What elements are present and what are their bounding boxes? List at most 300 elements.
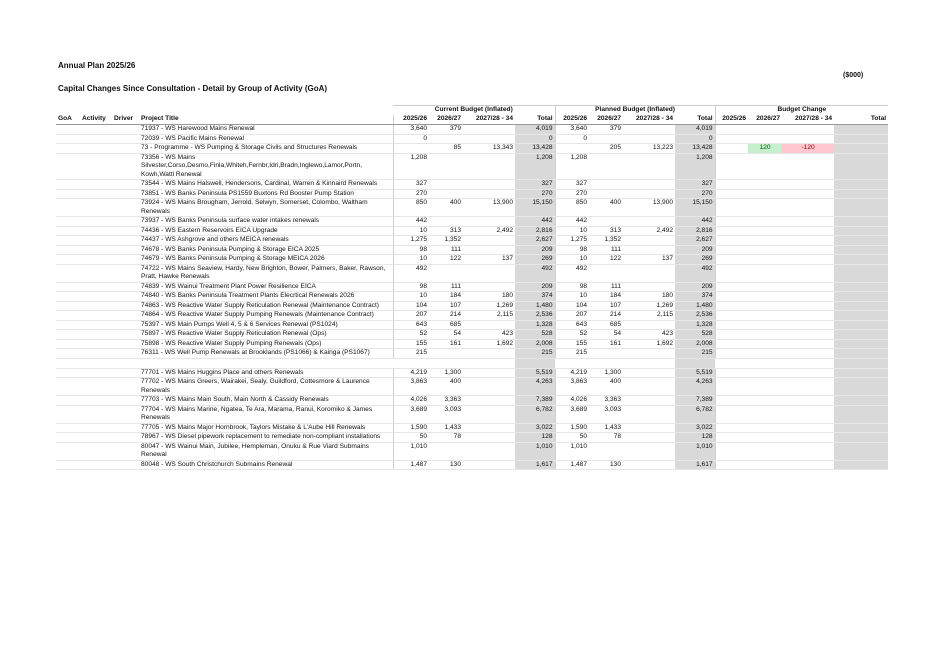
current-total-cell: 4,263 bbox=[515, 378, 555, 396]
planned-y3-cell bbox=[623, 180, 675, 190]
planned-y1-cell: 207 bbox=[555, 311, 589, 321]
planned-y2-cell: 1,433 bbox=[589, 423, 623, 433]
project-title-cell: 75898 - WS Reactive Water Supply Pumping Renewals (Ops) bbox=[139, 339, 393, 349]
activity-cell bbox=[80, 311, 112, 321]
activity-cell bbox=[80, 330, 112, 340]
current-y1-cell: 327 bbox=[393, 180, 429, 190]
change-total-cell bbox=[834, 311, 888, 321]
goa-cell bbox=[56, 125, 80, 135]
current-total-cell: 1,480 bbox=[515, 301, 555, 311]
current-y1-cell: 4,219 bbox=[393, 368, 429, 378]
change-total-cell bbox=[834, 349, 888, 359]
planned-total-cell: 215 bbox=[675, 349, 715, 359]
change-y3-cell bbox=[782, 282, 834, 292]
planned-y3-cell bbox=[623, 189, 675, 199]
current-y3-cell bbox=[463, 368, 515, 378]
current-y3-cell bbox=[463, 423, 515, 433]
planned-y1-cell: 52 bbox=[555, 330, 589, 340]
goa-cell bbox=[56, 264, 80, 282]
change-total-cell bbox=[834, 460, 888, 470]
current-total-cell: 270 bbox=[515, 189, 555, 199]
current-total-cell: 215 bbox=[515, 349, 555, 359]
activity-cell bbox=[80, 255, 112, 265]
project-title-cell: 72039 - WS Pacific Mains Renewal bbox=[139, 134, 393, 144]
current-y1-cell: 3,863 bbox=[393, 378, 429, 396]
change-y3-cell bbox=[782, 180, 834, 190]
current-y2-cell bbox=[429, 217, 463, 227]
change-y3-cell bbox=[782, 226, 834, 236]
change-y2-cell bbox=[748, 153, 782, 180]
change-y3-cell bbox=[782, 199, 834, 217]
current-y2-cell: 1,300 bbox=[429, 368, 463, 378]
planned-y3-cell: 13,223 bbox=[623, 144, 675, 154]
change-y2-cell bbox=[748, 264, 782, 282]
change-y3-cell bbox=[782, 255, 834, 265]
current-y2-cell bbox=[429, 153, 463, 180]
change-y2-cell bbox=[748, 378, 782, 396]
driver-cell bbox=[112, 433, 139, 443]
change-total-cell bbox=[834, 301, 888, 311]
planned-y3-cell bbox=[623, 245, 675, 255]
driver-cell bbox=[112, 282, 139, 292]
current-y1-cell: 10 bbox=[393, 255, 429, 265]
goa-cell bbox=[56, 368, 80, 378]
table-row bbox=[56, 292, 888, 302]
col-planned-y2: 2026/27 bbox=[589, 115, 623, 125]
table-row bbox=[56, 396, 888, 406]
goa-cell bbox=[56, 301, 80, 311]
project-title-cell: 74679 - WS Banks Peninsula Pumping & Storage MEICA 2026 bbox=[139, 255, 393, 265]
current-y1-cell: 1,275 bbox=[393, 236, 429, 246]
driver-cell bbox=[112, 368, 139, 378]
project-title-cell: 74839 - WS Wainui Treatment Plant Power Resilience EICA bbox=[139, 282, 393, 292]
planned-y3-cell bbox=[623, 433, 675, 443]
change-y3-cell bbox=[782, 311, 834, 321]
change-y2-cell bbox=[748, 320, 782, 330]
change-y2-cell bbox=[748, 311, 782, 321]
current-total-cell: 1,208 bbox=[515, 153, 555, 180]
activity-cell bbox=[80, 153, 112, 180]
planned-y2-cell: 685 bbox=[589, 320, 623, 330]
current-total-cell: 528 bbox=[515, 330, 555, 340]
change-y1-cell bbox=[715, 368, 748, 378]
planned-y2-cell: 3,363 bbox=[589, 396, 623, 406]
activity-cell bbox=[80, 180, 112, 190]
project-title-cell: 76311 - WS Well Pump Renewals at Brooklands (PS1066) & Kainga (PS1067) bbox=[139, 349, 393, 359]
goa-cell bbox=[56, 405, 80, 423]
current-y2-cell: 214 bbox=[429, 311, 463, 321]
goa-cell bbox=[56, 320, 80, 330]
planned-y3-cell bbox=[623, 134, 675, 144]
change-y1-cell bbox=[715, 301, 748, 311]
change-y1-cell bbox=[715, 460, 748, 470]
current-y1-cell: 50 bbox=[393, 433, 429, 443]
project-title-cell: 73356 - WS Mains Silvester,Corso,Desmo,Finla,Whiteh,Fernbr,Idri,Bradn,Inglewo,Lamor,Portn, Kowh,Wattl Renewal bbox=[139, 153, 393, 180]
change-total-cell bbox=[834, 282, 888, 292]
planned-total-cell: 4,019 bbox=[675, 125, 715, 135]
planned-total-cell: 492 bbox=[675, 264, 715, 282]
current-total-cell: 0 bbox=[515, 134, 555, 144]
table-row bbox=[56, 245, 888, 255]
planned-y2-cell bbox=[589, 180, 623, 190]
planned-total-cell: 0 bbox=[675, 134, 715, 144]
planned-total-cell: 1,617 bbox=[675, 460, 715, 470]
current-y1-cell: 3,689 bbox=[393, 405, 429, 423]
activity-cell bbox=[80, 368, 112, 378]
change-y3-cell bbox=[782, 217, 834, 227]
spacer-row bbox=[56, 358, 888, 368]
change-y1-cell bbox=[715, 236, 748, 246]
planned-total-cell: 209 bbox=[675, 282, 715, 292]
planned-y1-cell: 104 bbox=[555, 301, 589, 311]
planned-y2-cell: 379 bbox=[589, 125, 623, 135]
project-title-cell: 75897 - WS Reactive Water Supply Reticulation Renewal (Ops) bbox=[139, 330, 393, 340]
planned-total-cell: 128 bbox=[675, 433, 715, 443]
change-total-cell bbox=[834, 226, 888, 236]
change-total-cell bbox=[834, 433, 888, 443]
current-y3-cell: 2,115 bbox=[463, 311, 515, 321]
current-y2-cell bbox=[429, 264, 463, 282]
activity-cell bbox=[80, 320, 112, 330]
current-y1-cell: 98 bbox=[393, 282, 429, 292]
current-y2-cell bbox=[429, 134, 463, 144]
change-y2-cell bbox=[748, 217, 782, 227]
change-y2-cell bbox=[748, 396, 782, 406]
change-y1-cell bbox=[715, 292, 748, 302]
planned-y2-cell bbox=[589, 264, 623, 282]
current-y3-cell bbox=[463, 378, 515, 396]
project-title-cell: 71937 - WS Harewood Mains Renewal bbox=[139, 125, 393, 135]
planned-y1-cell: 1,590 bbox=[555, 423, 589, 433]
planned-y1-cell: 4,219 bbox=[555, 368, 589, 378]
change-total-cell bbox=[834, 330, 888, 340]
planned-y2-cell bbox=[589, 134, 623, 144]
activity-cell bbox=[80, 433, 112, 443]
planned-y2-cell: 54 bbox=[589, 330, 623, 340]
current-y2-cell: 161 bbox=[429, 339, 463, 349]
planned-total-cell: 2,008 bbox=[675, 339, 715, 349]
change-y1-cell bbox=[715, 189, 748, 199]
table-row bbox=[56, 189, 888, 199]
change-y1-cell bbox=[715, 442, 748, 460]
planned-total-cell: 1,328 bbox=[675, 320, 715, 330]
current-total-cell: 2,008 bbox=[515, 339, 555, 349]
driver-cell bbox=[112, 180, 139, 190]
change-y3-cell bbox=[782, 301, 834, 311]
goa-cell bbox=[56, 433, 80, 443]
current-y2-cell: 379 bbox=[429, 125, 463, 135]
activity-cell bbox=[80, 442, 112, 460]
current-total-cell: 15,150 bbox=[515, 199, 555, 217]
current-y3-cell bbox=[463, 134, 515, 144]
project-title-cell: 74436 - WS Eastern Reservoirs EICA Upgrade bbox=[139, 226, 393, 236]
goa-cell bbox=[56, 144, 80, 154]
change-y3-cell bbox=[782, 330, 834, 340]
activity-cell bbox=[80, 245, 112, 255]
col-change-y2: 2026/27 bbox=[748, 115, 782, 125]
driver-cell bbox=[112, 330, 139, 340]
current-y2-cell: 1,352 bbox=[429, 236, 463, 246]
planned-y3-cell: 423 bbox=[623, 330, 675, 340]
planned-y3-cell: 2,492 bbox=[623, 226, 675, 236]
current-y2-cell bbox=[429, 349, 463, 359]
change-y1-cell bbox=[715, 134, 748, 144]
change-y2-cell bbox=[748, 339, 782, 349]
planned-y1-cell: 155 bbox=[555, 339, 589, 349]
current-total-cell: 1,328 bbox=[515, 320, 555, 330]
planned-total-cell: 4,263 bbox=[675, 378, 715, 396]
activity-cell bbox=[80, 134, 112, 144]
change-total-cell bbox=[834, 378, 888, 396]
project-title-cell: 73 - Programme - WS Pumping & Storage Civils and Structures Renewals bbox=[139, 144, 393, 154]
driver-cell bbox=[112, 144, 139, 154]
change-y1-cell bbox=[715, 255, 748, 265]
current-y2-cell: 85 bbox=[429, 144, 463, 154]
col-change-total: Total bbox=[834, 115, 888, 125]
change-total-cell bbox=[834, 180, 888, 190]
change-y1-cell bbox=[715, 217, 748, 227]
goa-cell bbox=[56, 226, 80, 236]
change-total-cell bbox=[834, 125, 888, 135]
project-title-cell: 77704 - WS Mains Marine, Ngatea, Te Ara, Marama, Ranui, Koromiko & James Renewals bbox=[139, 405, 393, 423]
planned-y2-cell bbox=[589, 189, 623, 199]
col-project-title: Project Title bbox=[139, 115, 393, 125]
planned-y3-cell bbox=[623, 125, 675, 135]
change-y2-cell bbox=[748, 292, 782, 302]
change-y3-cell bbox=[782, 292, 834, 302]
current-y1-cell: 10 bbox=[393, 226, 429, 236]
change-total-cell bbox=[834, 339, 888, 349]
driver-cell bbox=[112, 396, 139, 406]
change-y3-cell bbox=[782, 153, 834, 180]
current-y2-cell: 400 bbox=[429, 199, 463, 217]
change-y1-cell bbox=[715, 264, 748, 282]
planned-total-cell: 2,627 bbox=[675, 236, 715, 246]
planned-y1-cell: 0 bbox=[555, 134, 589, 144]
planned-y1-cell: 215 bbox=[555, 349, 589, 359]
table-row bbox=[56, 144, 888, 154]
current-y3-cell bbox=[463, 396, 515, 406]
current-y1-cell: 492 bbox=[393, 264, 429, 282]
driver-cell bbox=[112, 199, 139, 217]
planned-y1-cell: 492 bbox=[555, 264, 589, 282]
goa-cell bbox=[56, 134, 80, 144]
planned-y2-cell bbox=[589, 217, 623, 227]
change-y3-cell bbox=[782, 245, 834, 255]
table-row bbox=[56, 125, 888, 135]
current-y2-cell: 184 bbox=[429, 292, 463, 302]
current-total-cell: 269 bbox=[515, 255, 555, 265]
table-row bbox=[56, 199, 888, 217]
change-y2-cell bbox=[748, 282, 782, 292]
planned-y2-cell: 161 bbox=[589, 339, 623, 349]
activity-cell bbox=[80, 349, 112, 359]
driver-cell bbox=[112, 255, 139, 265]
current-y3-cell: 13,900 bbox=[463, 199, 515, 217]
driver-cell bbox=[112, 236, 139, 246]
planned-y1-cell: 1,275 bbox=[555, 236, 589, 246]
change-y3-cell bbox=[782, 125, 834, 135]
current-y1-cell: 270 bbox=[393, 189, 429, 199]
table-row bbox=[56, 368, 888, 378]
change-total-cell bbox=[834, 368, 888, 378]
current-y2-cell: 54 bbox=[429, 330, 463, 340]
planned-y3-cell bbox=[623, 349, 675, 359]
project-title-cell: 73851 - WS Banks Peninsula PS1559 Buxtons Rd Booster Pump Station bbox=[139, 189, 393, 199]
planned-y3-cell: 2,115 bbox=[623, 311, 675, 321]
activity-cell bbox=[80, 292, 112, 302]
table-row bbox=[56, 301, 888, 311]
change-y1-cell bbox=[715, 378, 748, 396]
goa-cell bbox=[56, 423, 80, 433]
planned-y1-cell: 1,010 bbox=[555, 442, 589, 460]
planned-y2-cell bbox=[589, 442, 623, 460]
capital-changes-table bbox=[56, 105, 888, 470]
planned-y3-cell bbox=[623, 217, 675, 227]
change-y3-cell bbox=[782, 378, 834, 396]
current-y2-cell bbox=[429, 180, 463, 190]
goa-cell bbox=[56, 245, 80, 255]
goa-cell bbox=[56, 153, 80, 180]
planned-y2-cell bbox=[589, 349, 623, 359]
driver-cell bbox=[112, 292, 139, 302]
planned-y3-cell: 1,269 bbox=[623, 301, 675, 311]
project-title-cell: 73544 - WS Mains Halswell, Hendersons, Cardinal, Warren & Kinnaird Renewals bbox=[139, 180, 393, 190]
current-y3-cell bbox=[463, 245, 515, 255]
table-row bbox=[56, 330, 888, 340]
planned-total-cell: 528 bbox=[675, 330, 715, 340]
col-planned-y1: 2025/26 bbox=[555, 115, 589, 125]
planned-y1-cell: 10 bbox=[555, 292, 589, 302]
table-row bbox=[56, 433, 888, 443]
change-y1-cell bbox=[715, 153, 748, 180]
activity-cell bbox=[80, 189, 112, 199]
current-y3-cell bbox=[463, 460, 515, 470]
current-y3-cell: 423 bbox=[463, 330, 515, 340]
activity-cell bbox=[80, 226, 112, 236]
change-y1-cell bbox=[715, 396, 748, 406]
current-total-cell: 2,627 bbox=[515, 236, 555, 246]
goa-cell bbox=[56, 255, 80, 265]
col-current-y3: 2027/28 - 34 bbox=[463, 115, 515, 125]
change-y2-cell bbox=[748, 199, 782, 217]
goa-cell bbox=[56, 339, 80, 349]
planned-y2-cell: 3,093 bbox=[589, 405, 623, 423]
change-total-cell bbox=[834, 134, 888, 144]
change-y2-cell bbox=[748, 134, 782, 144]
report-subtitle: Capital Changes Since Consultation - Detail by Group of Activity (GoA) bbox=[58, 84, 328, 93]
current-y3-cell: 2,492 bbox=[463, 226, 515, 236]
goa-cell bbox=[56, 282, 80, 292]
planned-y3-cell bbox=[623, 405, 675, 423]
table-row bbox=[56, 311, 888, 321]
col-goa: GoA bbox=[56, 115, 80, 125]
change-y1-cell bbox=[715, 311, 748, 321]
planned-y3-cell bbox=[623, 460, 675, 470]
col-change-y3: 2027/28 - 34 bbox=[782, 115, 834, 125]
driver-cell bbox=[112, 134, 139, 144]
driver-cell bbox=[112, 339, 139, 349]
planned-y3-cell: 180 bbox=[623, 292, 675, 302]
table-row bbox=[56, 339, 888, 349]
current-y2-cell: 111 bbox=[429, 282, 463, 292]
current-y1-cell: 3,640 bbox=[393, 125, 429, 135]
table-row bbox=[56, 442, 888, 460]
change-total-cell bbox=[834, 396, 888, 406]
change-total-cell bbox=[834, 245, 888, 255]
planned-y2-cell: 130 bbox=[589, 460, 623, 470]
current-total-cell: 1,010 bbox=[515, 442, 555, 460]
change-y3-cell bbox=[782, 423, 834, 433]
planned-total-cell: 327 bbox=[675, 180, 715, 190]
change-y3-cell: -120 bbox=[782, 144, 834, 154]
planned-y3-cell bbox=[623, 396, 675, 406]
current-total-cell: 209 bbox=[515, 245, 555, 255]
driver-cell bbox=[112, 320, 139, 330]
goa-cell bbox=[56, 189, 80, 199]
activity-cell bbox=[80, 282, 112, 292]
activity-cell bbox=[80, 199, 112, 217]
col-planned-y3: 2027/28 - 34 bbox=[623, 115, 675, 125]
planned-y1-cell bbox=[555, 144, 589, 154]
planned-y2-cell: 107 bbox=[589, 301, 623, 311]
planned-total-cell: 1,010 bbox=[675, 442, 715, 460]
change-y1-cell bbox=[715, 199, 748, 217]
current-y1-cell: 442 bbox=[393, 217, 429, 227]
planned-y2-cell: 400 bbox=[589, 199, 623, 217]
project-title-cell: 74864 - WS Reactive Water Supply Pumping Renewals (Maintenance Contract) bbox=[139, 311, 393, 321]
current-total-cell: 374 bbox=[515, 292, 555, 302]
change-y2-cell bbox=[748, 442, 782, 460]
driver-cell bbox=[112, 423, 139, 433]
project-title-cell: 77705 - WS Mains Major Hornbrook, Taylors Mistake & L'Aube Hill Renewals bbox=[139, 423, 393, 433]
planned-y3-cell: 1,692 bbox=[623, 339, 675, 349]
change-y3-cell bbox=[782, 368, 834, 378]
current-y3-cell bbox=[463, 320, 515, 330]
current-y3-cell: 1,692 bbox=[463, 339, 515, 349]
planned-y1-cell: 4,026 bbox=[555, 396, 589, 406]
planned-y3-cell bbox=[623, 282, 675, 292]
change-total-cell bbox=[834, 442, 888, 460]
planned-y2-cell: 205 bbox=[589, 144, 623, 154]
goa-cell bbox=[56, 236, 80, 246]
current-total-cell: 209 bbox=[515, 282, 555, 292]
planned-y2-cell: 111 bbox=[589, 282, 623, 292]
change-y2-cell bbox=[748, 460, 782, 470]
project-title-cell: 74437 - WS Ashgrove and others MEICA renewals bbox=[139, 236, 393, 246]
planned-y1-cell: 850 bbox=[555, 199, 589, 217]
driver-cell bbox=[112, 226, 139, 236]
change-y2-cell bbox=[748, 301, 782, 311]
project-title-cell: 74840 - WS Banks Peninsula Treatment Plants Elecrtical Renewals 2026 bbox=[139, 292, 393, 302]
goa-cell bbox=[56, 442, 80, 460]
change-y3-cell bbox=[782, 189, 834, 199]
change-y1-cell bbox=[715, 282, 748, 292]
change-y1-cell bbox=[715, 245, 748, 255]
activity-cell bbox=[80, 301, 112, 311]
current-y3-cell bbox=[463, 442, 515, 460]
current-y3-cell bbox=[463, 153, 515, 180]
change-total-cell bbox=[834, 144, 888, 154]
table-row bbox=[56, 460, 888, 470]
planned-y1-cell: 50 bbox=[555, 433, 589, 443]
budget-change-group-header: Budget Change bbox=[715, 106, 888, 116]
planned-y3-cell bbox=[623, 442, 675, 460]
current-y1-cell: 1,590 bbox=[393, 423, 429, 433]
current-total-cell: 2,536 bbox=[515, 311, 555, 321]
change-y2-cell bbox=[748, 349, 782, 359]
current-y1-cell: 207 bbox=[393, 311, 429, 321]
